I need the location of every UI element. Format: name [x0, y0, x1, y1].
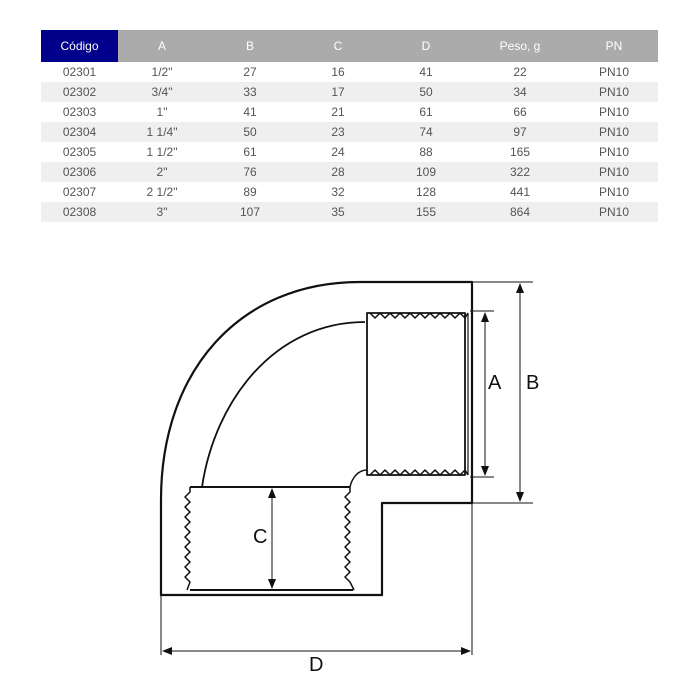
- table-cell: 109: [382, 162, 470, 182]
- table-cell: 23: [294, 122, 382, 142]
- header-pn: PN: [570, 30, 658, 62]
- table-cell: 22: [513, 65, 527, 79]
- table-cell: 02304: [41, 122, 118, 142]
- table-cell: PN10: [570, 122, 658, 142]
- table-cell: PN10: [598, 145, 630, 159]
- table-cell: 61: [419, 105, 433, 119]
- table-cell: PN10: [598, 65, 630, 79]
- table-cell: 32: [331, 185, 345, 199]
- header-d: D: [382, 30, 470, 62]
- table-cell: 97: [470, 122, 570, 142]
- table-cell: 2": [118, 162, 206, 182]
- bottom-thread-left: [185, 487, 190, 590]
- header-b: B: [206, 30, 294, 62]
- table-cell: 76: [206, 162, 294, 182]
- label-a: A: [488, 372, 502, 394]
- table-cell: 155: [382, 202, 470, 222]
- table-cell: 02306: [41, 162, 118, 182]
- table-cell: 17: [294, 82, 382, 102]
- table-cell: 61: [243, 145, 257, 159]
- arrowheads: [162, 283, 524, 655]
- table-cell: 02308: [41, 202, 118, 222]
- elbow-outer-outline: [161, 282, 472, 595]
- table-cell: 50: [206, 122, 294, 142]
- table-cell: 02302: [41, 82, 118, 102]
- table-cell: PN10: [598, 185, 630, 199]
- table-cell: 35: [294, 202, 382, 222]
- table-cell: 1/2": [151, 65, 173, 79]
- table-cell: 41: [243, 105, 257, 119]
- table-cell: 74: [382, 122, 470, 142]
- table-cell: 165: [509, 145, 531, 159]
- table-cell: PN10: [570, 202, 658, 222]
- table-cell: 21: [331, 105, 345, 119]
- header-c: C: [294, 30, 382, 62]
- label-d: D: [309, 654, 324, 676]
- table-cell: PN10: [598, 105, 630, 119]
- table-cell: 02301: [62, 65, 97, 79]
- table-cell: 02307: [62, 185, 97, 199]
- table-cell: PN10: [570, 162, 658, 182]
- dimension-lines: [161, 282, 533, 655]
- table-cell: 27: [243, 65, 257, 79]
- table-cell: 28: [294, 162, 382, 182]
- table-cell: 41: [419, 65, 433, 79]
- table-cell: 88: [419, 145, 433, 159]
- top-socket: [367, 313, 465, 475]
- table-cell: 34: [470, 82, 570, 102]
- table-cell: 441: [509, 185, 531, 199]
- table-cell: 3/4": [118, 82, 206, 102]
- table-cell: 24: [331, 145, 345, 159]
- table-cell: 89: [243, 185, 257, 199]
- table-cell: 864: [470, 202, 570, 222]
- table-cell: PN10: [570, 82, 658, 102]
- table-cell: 02303: [62, 105, 97, 119]
- label-c: C: [253, 526, 268, 548]
- table-cell: 50: [382, 82, 470, 102]
- table-cell: 2 1/2": [146, 185, 178, 199]
- header-codigo: Código: [41, 30, 118, 62]
- table-cell: 107: [206, 202, 294, 222]
- table-cell: 33: [206, 82, 294, 102]
- header-peso: Peso, g: [470, 30, 570, 62]
- table-cell: 3": [118, 202, 206, 222]
- table-cell: 1 1/4": [118, 122, 206, 142]
- table-cell: 1 1/2": [146, 145, 178, 159]
- table-cell: 02305: [62, 145, 97, 159]
- table-cell: 16: [331, 65, 345, 79]
- header-a: A: [118, 30, 206, 62]
- bottom-thread-right: [345, 487, 354, 590]
- table-cell: 66: [513, 105, 527, 119]
- elbow-inner-curve: [202, 322, 365, 487]
- table-cell: 322: [470, 162, 570, 182]
- label-b: B: [526, 372, 540, 394]
- table-cell: 128: [415, 185, 437, 199]
- table-cell: 1": [156, 105, 168, 119]
